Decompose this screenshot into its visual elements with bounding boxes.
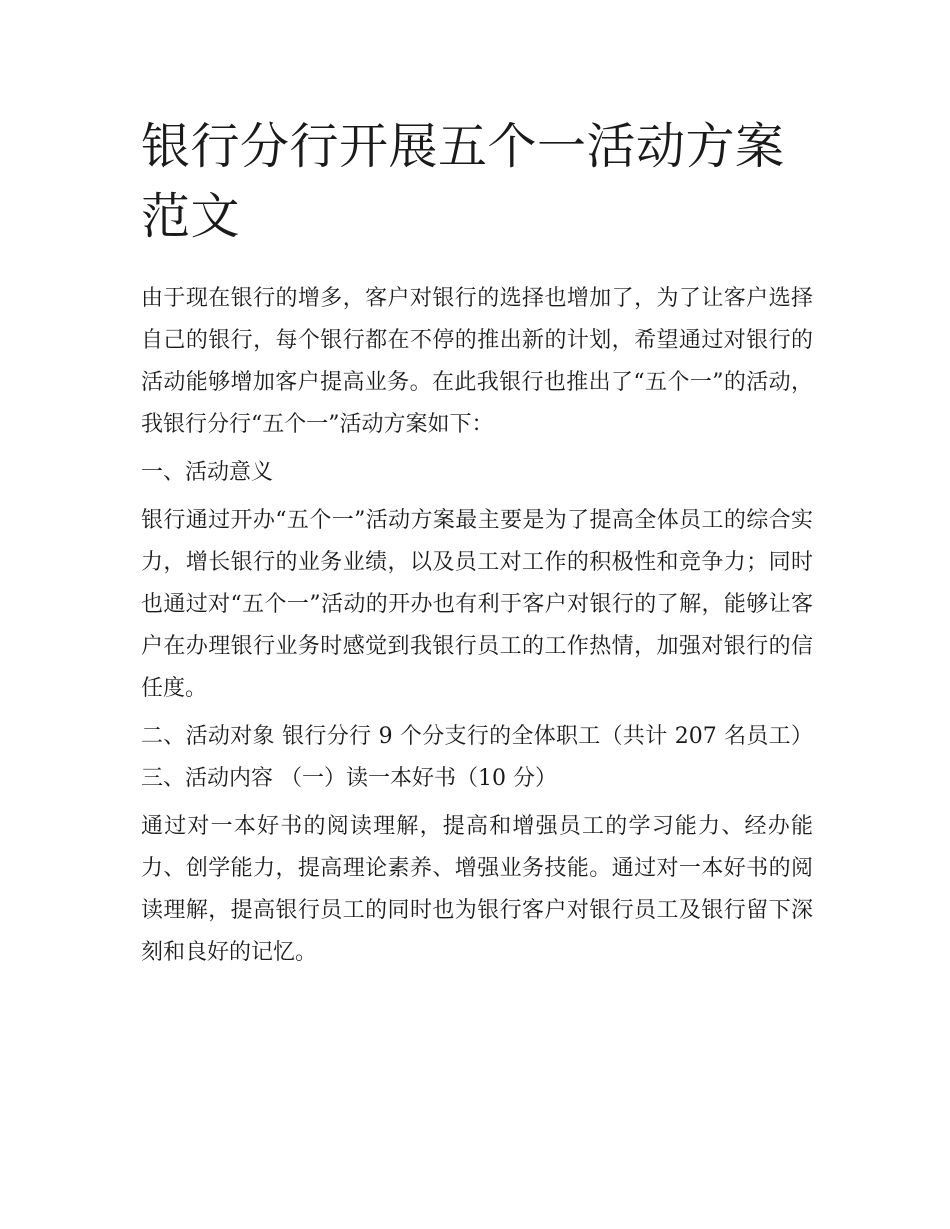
significance-paragraph: 银行通过开办“五个一”活动方案最主要是为了提高全体员工的综合实力，增长银行的业务业绩，以及员工对工作的积极性和竞争力；同时也通过对“五个一”活动的开办也有利于客户对银行的了解，能够让客户在办理银行业务时感觉到我银行员工的工作热情，加强对银行的信任度。	[141, 508, 813, 701]
target-and-content-paragraph: 二、活动对象 银行分行 9 个分支行的全体职工（共计 207 名员工） 三、活动内容 （一）读一本好书（10 分）	[141, 724, 813, 791]
document-body	[141, 112, 813, 980]
section-heading-significance: 一、活动意义	[141, 460, 274, 485]
reading-paragraph: 通过对一本好书的阅读理解，提高和增强员工的学习能力、经办能力、创学能力，提高理论素养、增强业务技能。通过对一本好书的阅读理解，提高银行员工的同时也为银行客户对银行员工及银行留下深刻和良好的记忆。	[141, 814, 813, 965]
intro-paragraph: 由于现在银行的增多，客户对银行的选择也增加了，为了让客户选择自己的银行，每个银行都在不停的推出新的计划，希望通过对银行的活动能够增加客户提高业务。在此我银行也推出了“五个一”的活动，我银行分行“五个一”活动方案如下：	[141, 286, 813, 437]
document-title: 银行分行开展五个一活动方案范文	[141, 118, 785, 245]
